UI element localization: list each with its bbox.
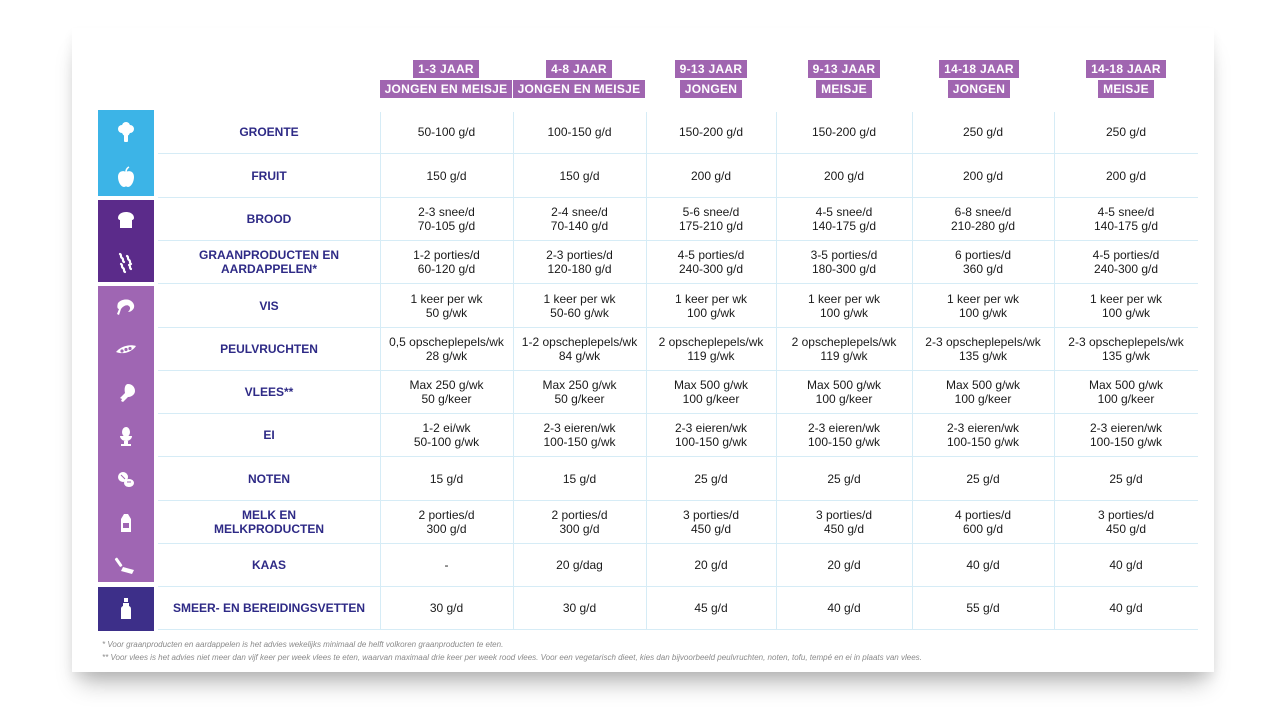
table-cell: [776, 155, 912, 197]
cell-line: 2-3 porties/d: [546, 248, 613, 262]
cell-line: 3 porties/d: [1097, 508, 1155, 522]
cell-line: 60-120 g/d: [417, 262, 476, 276]
cell-line: 50-100 g/wk: [413, 435, 480, 449]
table-cell: [380, 111, 513, 153]
column-header: [899, 60, 1059, 100]
column-divider: [646, 112, 647, 630]
row-label: FRUIT: [251, 169, 287, 183]
egg-cup-icon: [98, 414, 154, 457]
table-cell: [1054, 198, 1198, 240]
table-row: [158, 285, 1198, 328]
cell-line: 2-3 eieren/wk: [543, 421, 616, 435]
cell-line: 300 g/d: [559, 522, 600, 536]
footnote-1: * Voor graanproducten en aardappelen is het advies wekelijks minimaal de helft volkoren graanproducten te eten.: [102, 640, 504, 649]
cell-line: 4 porties/d: [954, 508, 1012, 522]
cell-line: 250 g/d: [962, 125, 1004, 139]
gender-badge: MEISJE: [1098, 80, 1154, 98]
cell-line: 100 g/wk: [1101, 306, 1151, 320]
cell-line: 1 keer per wk: [946, 292, 1020, 306]
nuts-icon: [98, 458, 154, 501]
table-cell: [912, 544, 1054, 586]
age-badge: 4-8 JAAR: [546, 60, 612, 78]
cell-line: 1 keer per wk: [410, 292, 483, 306]
table-cell: [380, 328, 513, 370]
cell-line: 40 g/d: [1109, 558, 1143, 572]
cell-line: 20 g/d: [827, 558, 861, 572]
row-label: KAAS: [251, 558, 286, 572]
cell-line: 150-200 g/d: [811, 125, 877, 139]
cell-line: 40 g/d: [1109, 601, 1143, 615]
row-label: MELK EN MELKPRODUCTEN: [214, 508, 324, 536]
cell-line: 180-300 g/d: [811, 262, 877, 276]
table-cell: [513, 241, 646, 283]
shrimp-icon: [98, 285, 154, 328]
table-cell: [513, 328, 646, 370]
cell-line: 15 g/d: [562, 472, 597, 486]
cell-line: 40 g/d: [827, 601, 861, 615]
column-header: [1046, 60, 1206, 100]
table-cell: [776, 241, 912, 283]
table-cell: [380, 155, 513, 197]
cell-line: 5-6 snee/d: [682, 205, 740, 219]
table-row: [158, 414, 1198, 457]
table-cell: [646, 414, 776, 456]
table-cell: [776, 111, 912, 153]
cell-line: 4-5 porties/d: [677, 248, 745, 262]
table-row: [158, 111, 1198, 154]
table-cell: [1054, 587, 1198, 629]
table-row: [158, 501, 1198, 544]
table-cell: [380, 241, 513, 283]
cell-line: 50 g/keer: [554, 392, 605, 406]
cell-line: 150 g/d: [559, 169, 600, 183]
cell-line: 135 g/wk: [958, 349, 1008, 363]
table-cell: [380, 587, 513, 629]
milk-carton-icon: [98, 501, 154, 544]
cell-line: 250 g/d: [1105, 125, 1147, 139]
cell-line: 100-150 g/wk: [946, 435, 1020, 449]
table-row: [158, 371, 1198, 414]
table-row: [158, 155, 1198, 198]
cell-line: 100 g/wk: [958, 306, 1008, 320]
broccoli-icon: [98, 111, 154, 154]
gender-badge: JONGEN: [680, 80, 742, 98]
gender-badge: MEISJE: [816, 80, 872, 98]
cell-line: 20 g/dag: [556, 558, 603, 572]
age-badge: 9-13 JAAR: [675, 60, 748, 78]
gender-badge: JONGEN: [948, 80, 1010, 98]
table-cell: [646, 198, 776, 240]
table-row: [158, 587, 1198, 630]
cell-line: 200 g/d: [690, 169, 732, 183]
row-label: PEULVRUCHTEN: [220, 342, 318, 356]
cell-line: 2-3 eieren/wk: [1089, 421, 1163, 435]
row-label: BROOD: [246, 212, 292, 226]
row-label: VLEES**: [244, 385, 294, 399]
cell-line: 2-3 eieren/wk: [946, 421, 1020, 435]
cell-line: 140-175 g/d: [1093, 219, 1159, 233]
cell-line: 6 porties/d: [954, 248, 1012, 262]
gender-badge: JONGEN EN MEISJE: [513, 80, 646, 98]
pasta-icon: [98, 241, 154, 284]
cell-line: 50 g/wk: [425, 306, 468, 320]
table-cell: [912, 458, 1054, 500]
oil-bottle-icon: [98, 587, 154, 630]
table-cell: [380, 501, 513, 543]
table-cell: [776, 501, 912, 543]
cell-line: 45 g/d: [694, 601, 728, 615]
table-cell: [1054, 111, 1198, 153]
table-cell: [646, 501, 776, 543]
table-cell: [912, 285, 1054, 327]
table-cell: [776, 587, 912, 629]
cell-line: 30 g/d: [562, 601, 597, 615]
cell-line: 2 opscheplepels/wk: [791, 335, 897, 349]
cell-line: 450 g/d: [823, 522, 865, 536]
table-cell: [513, 587, 646, 629]
cell-line: 2-3 eieren/wk: [674, 421, 748, 435]
table-cell: [1054, 414, 1198, 456]
cell-line: 25 g/d: [1109, 472, 1143, 486]
table-cell: [912, 328, 1054, 370]
cell-line: 40 g/d: [966, 558, 1000, 572]
table-cell: [776, 328, 912, 370]
cell-line: 300 g/d: [426, 522, 467, 536]
table-cell: [912, 198, 1054, 240]
table-cell: [912, 155, 1054, 197]
gender-badge: JONGEN EN MEISJE: [380, 80, 513, 98]
cell-line: 119 g/wk: [820, 349, 868, 363]
cell-line: 2-3 opscheplepels/wk: [925, 335, 1041, 349]
cell-line: 135 g/wk: [1101, 349, 1151, 363]
cell-line: 600 g/d: [962, 522, 1004, 536]
table-cell: [1054, 285, 1198, 327]
table-cell: [513, 155, 646, 197]
cell-line: 150-200 g/d: [678, 125, 744, 139]
cell-line: 100 g/keer: [682, 392, 740, 406]
cell-line: 1 keer per wk: [543, 292, 616, 306]
cell-line: 100-150 g/wk: [543, 435, 616, 449]
table-cell: [513, 458, 646, 500]
cell-line: 30 g/d: [429, 601, 464, 615]
cell-line: 1-2 porties/d: [413, 248, 480, 262]
cheese-slicer-icon: [98, 544, 154, 587]
table-cell: [513, 198, 646, 240]
cell-line: 2-3 snee/d: [418, 205, 475, 219]
table-cell: [380, 285, 513, 327]
cell-line: 200 g/d: [962, 169, 1004, 183]
cell-line: 200 g/d: [823, 169, 865, 183]
cell-line: 240-300 g/d: [1093, 262, 1159, 276]
column-divider: [513, 112, 514, 630]
cell-line: 1-2 ei/wk: [422, 421, 471, 435]
cell-line: 20 g/d: [694, 558, 728, 572]
cell-line: 50-100 g/d: [417, 125, 476, 139]
cell-line: Max 500 g/wk: [1088, 378, 1164, 392]
cell-line: 0,5 opscheplepels/wk: [389, 335, 504, 349]
cell-line: 2 porties/d: [551, 508, 608, 522]
table-cell: [646, 458, 776, 500]
table-cell: [646, 111, 776, 153]
age-badge: 9-13 JAAR: [808, 60, 881, 78]
column-divider: [1054, 112, 1055, 630]
table-cell: [1054, 371, 1198, 413]
cell-line: 360 g/d: [962, 262, 1004, 276]
age-badge: 14-18 JAAR: [1086, 60, 1166, 78]
cell-line: 1 keer per wk: [674, 292, 748, 306]
cell-line: 28 g/wk: [425, 349, 468, 363]
cell-line: 2-4 snee/d: [551, 205, 608, 219]
cell-line: 100 g/keer: [954, 392, 1012, 406]
row-label: NOTEN: [248, 472, 290, 486]
table-cell: [776, 198, 912, 240]
table-cell: [646, 544, 776, 586]
table-cell: [776, 414, 912, 456]
table-cell: [912, 414, 1054, 456]
table-row: [158, 328, 1198, 371]
table-cell: [380, 458, 513, 500]
cell-line: 1 keer per wk: [807, 292, 881, 306]
table-cell: [912, 587, 1054, 629]
cell-line: 2 opscheplepels/wk: [658, 335, 764, 349]
table-cell: [513, 414, 646, 456]
table-row: [158, 458, 1198, 501]
table-cell: [912, 241, 1054, 283]
table-cell: [646, 328, 776, 370]
apple-icon: [98, 155, 154, 198]
table-cell: [912, 111, 1054, 153]
cell-line: 70-105 g/d: [417, 219, 476, 233]
cell-line: 84 g/wk: [558, 349, 601, 363]
column-divider: [380, 112, 381, 630]
cell-line: 150 g/d: [426, 169, 467, 183]
row-label: VIS: [259, 299, 279, 313]
cell-line: 450 g/d: [1105, 522, 1147, 536]
cell-line: 25 g/d: [827, 472, 861, 486]
table-cell: [646, 371, 776, 413]
table-cell: [513, 285, 646, 327]
footnote-2: ** Voor vlees is het advies niet meer dan vijf keer per week vlees te eten, waarvan maximaal drie keer per week rood vlees. Voor een vegetarisch dieet, kies dan bijvoorbeeld peulvruchten, noten, tofu, tempé en ei in plaats van vlees.: [102, 653, 922, 662]
table-cell: [646, 285, 776, 327]
cell-line: 25 g/d: [694, 472, 728, 486]
table-cell: [1054, 328, 1198, 370]
row-label: SMEER- EN BEREIDINGSVETTEN: [172, 601, 366, 615]
table-cell: [646, 241, 776, 283]
table-cell: [513, 544, 646, 586]
table-cell: [776, 458, 912, 500]
table-cell: [776, 544, 912, 586]
table-cell: [513, 371, 646, 413]
cell-line: Max 250 g/wk: [542, 378, 617, 392]
cell-line: 120-180 g/d: [547, 262, 612, 276]
cell-line: 25 g/d: [966, 472, 1000, 486]
table-cell: [912, 371, 1054, 413]
cell-line: 200 g/d: [1105, 169, 1147, 183]
table-row: [158, 241, 1198, 284]
cell-line: 4-5 snee/d: [815, 205, 873, 219]
peapod-icon: [98, 328, 154, 371]
cell-line: 4-5 snee/d: [1097, 205, 1155, 219]
cell-line: 1 keer per wk: [1089, 292, 1163, 306]
table-row: [158, 544, 1198, 587]
cell-line: 100 g/wk: [686, 306, 736, 320]
table-row: [158, 198, 1198, 241]
table-cell: [1054, 155, 1198, 197]
cell-line: 210-280 g/d: [950, 219, 1016, 233]
table-cell: [776, 371, 912, 413]
cell-line: 4-5 porties/d: [1092, 248, 1160, 262]
cell-line: 50 g/keer: [421, 392, 472, 406]
cell-line: 3 porties/d: [682, 508, 740, 522]
cell-line: 100 g/keer: [815, 392, 873, 406]
cell-line: 2 porties/d: [418, 508, 475, 522]
table-cell: [1054, 544, 1198, 586]
bread-icon: [98, 198, 154, 241]
cell-line: 119 g/wk: [687, 349, 735, 363]
table-cell: [380, 371, 513, 413]
table-cell: [380, 198, 513, 240]
cell-line: -: [444, 558, 449, 572]
table-cell: [646, 587, 776, 629]
cell-line: 50-60 g/wk: [550, 306, 609, 320]
cell-line: 100-150 g/wk: [807, 435, 881, 449]
cell-line: 6-8 snee/d: [954, 205, 1012, 219]
cell-line: 100 g/keer: [1097, 392, 1155, 406]
cell-line: 240-300 g/d: [678, 262, 744, 276]
cell-line: 175-210 g/d: [678, 219, 744, 233]
table-cell: [1054, 501, 1198, 543]
cell-line: 70-140 g/d: [550, 219, 609, 233]
table-cell: [776, 285, 912, 327]
cell-line: 450 g/d: [690, 522, 732, 536]
column-divider: [776, 112, 777, 630]
table-cell: [646, 155, 776, 197]
cell-line: 2-3 opscheplepels/wk: [1068, 335, 1184, 349]
age-badge: 1-3 JAAR: [413, 60, 479, 78]
table-cell: [1054, 458, 1198, 500]
cell-line: 15 g/d: [429, 472, 464, 486]
cell-line: 2-3 eieren/wk: [807, 421, 881, 435]
table-cell: [380, 414, 513, 456]
cell-line: 100-150 g/d: [547, 125, 612, 139]
cell-line: 3 porties/d: [815, 508, 873, 522]
row-label: GROENTE: [239, 125, 299, 139]
age-badge: 14-18 JAAR: [939, 60, 1019, 78]
cell-line: 3-5 porties/d: [810, 248, 878, 262]
row-label: EI: [263, 428, 275, 442]
table-cell: [513, 111, 646, 153]
table-cell: [1054, 241, 1198, 283]
cell-line: 1-2 opscheplepels/wk: [521, 335, 638, 349]
cell-line: 100-150 g/wk: [674, 435, 748, 449]
table-cell: [513, 501, 646, 543]
row-label: GRAANPRODUCTEN EN AARDAPPELEN*: [198, 248, 339, 276]
cell-line: 140-175 g/d: [811, 219, 877, 233]
cell-line: 100 g/wk: [819, 306, 869, 320]
cell-line: 100-150 g/wk: [1089, 435, 1163, 449]
column-divider: [912, 112, 913, 630]
cell-line: 55 g/d: [966, 601, 1000, 615]
cell-line: Max 500 g/wk: [945, 378, 1021, 392]
cell-line: Max 250 g/wk: [409, 378, 484, 392]
table-cell: [380, 544, 513, 586]
cell-line: Max 500 g/wk: [673, 378, 749, 392]
table-cell: [912, 501, 1054, 543]
cell-line: Max 500 g/wk: [806, 378, 882, 392]
drumstick-icon: [98, 371, 154, 414]
